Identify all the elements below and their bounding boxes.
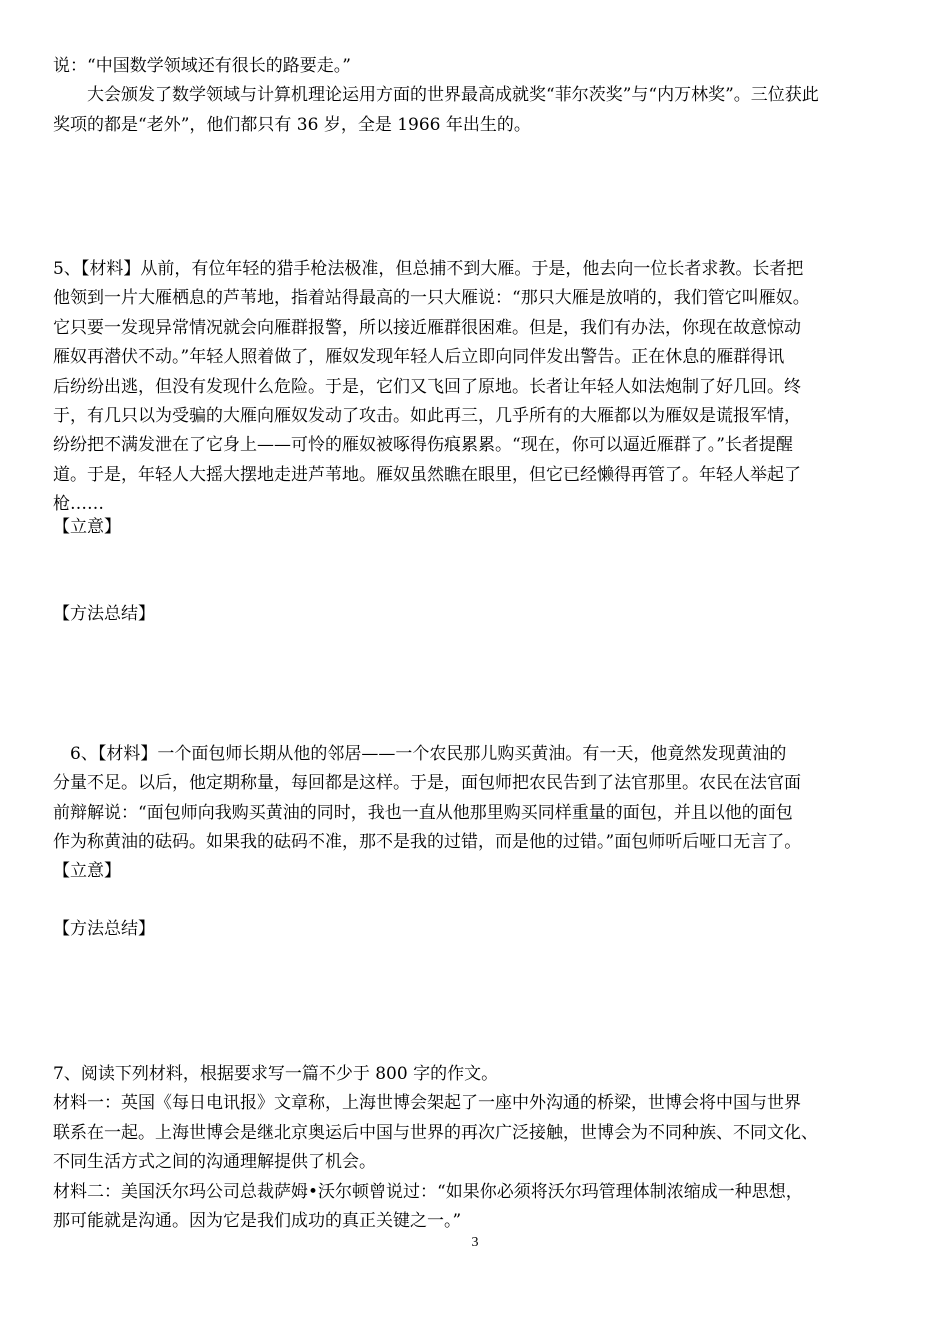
text-line: 联系在一起。上海世博会是继北京奥运后中国与世界的再次广泛接触，世博会为不同种族、不同文化、 xyxy=(53,1122,818,1143)
text-line: 他领到一片大雁栖息的芦苇地，指着站得最高的一只大雁说：“那只大雁是放哨的，我们管它叫雁奴。 xyxy=(53,288,810,309)
text-line: 作为称黄油的砝码。如果我的砝码不准，那不是我的过错，而是他的过错。”面包师听后哑口无言了。 xyxy=(53,832,802,853)
text-line: 前辩解说：“面包师向我购买黄油的同时，我也一直从他那里购买同样重量的面包，并且以他的面包 xyxy=(53,802,793,823)
text-line: 材料二：美国沃尔玛公司总裁萨姆•沃尔顿曾说过：“如果你必须将沃尔玛管理体制浓缩成一种思想， xyxy=(53,1181,803,1202)
text-line: 后纷纷出逃，但没有发现什么危险。于是，它们又飞回了原地。长者让年轻人如法炮制了好几回。终 xyxy=(53,376,801,397)
question-6-material xyxy=(53,740,901,858)
question-7-prompt xyxy=(53,1060,901,1236)
q5-method-label: 【方法总结】 xyxy=(53,604,155,624)
text-line: 说：“中国数学领域还有很长的路要走。” xyxy=(53,56,351,76)
q6-intent-label: 【立意】 xyxy=(53,861,121,881)
text-line: 分量不足。以后，他定期称量，每回都是这样。于是，面包师把农民告到了法官那里。农民在法官面 xyxy=(53,773,801,794)
text-line: 道。于是，年轻人大摇大摆地走进芦苇地。雁奴虽然瞧在眼里，但它已经懒得再管了。年轻人举起了 xyxy=(53,464,801,485)
intro-paragraph xyxy=(53,52,901,140)
q5-intent-label: 【立意】 xyxy=(53,517,121,537)
text-line: 6、【材料】一个面包师长期从他的邻居——一个农民那儿购买黄油。有一天，他竟然发现黄油的 xyxy=(53,744,787,764)
text-line: 5、【材料】从前，有位年轻的猎手枪法极准，但总捕不到大雁。于是，他去向一位长者求教。长者把 xyxy=(53,259,804,279)
text-line: 材料一：英国《每日电讯报》文章称，上海世博会架起了一座中外沟通的桥梁，世博会将中国与世界 xyxy=(53,1093,801,1114)
text-line: 7、阅读下列材料，根据要求写一篇不少于 800 字的作文。 xyxy=(53,1064,499,1084)
text-line: 于，有几只以为受骗的大雁向雁奴发动了攻击。如此再三，几乎所有的大雁都以为雁奴是谎报军情， xyxy=(53,406,801,427)
q6-method-label: 【方法总结】 xyxy=(53,919,155,939)
text-line: 大会颁发了数学领域与计算机理论运用方面的世界最高成就奖“菲尔茨奖”与“内万林奖”。三位获此 xyxy=(53,85,819,106)
text-line: 不同生活方式之间的沟通理解提供了机会。 xyxy=(53,1152,376,1173)
text-line: 它只要一发现异常情况就会向雁群报警，所以接近雁群很困难。但是，我们有办法，你现在故意惊动 xyxy=(53,317,801,338)
text-line: 枪…… xyxy=(53,494,104,515)
page-number: 3 xyxy=(471,1235,479,1250)
text-line: 那可能就是沟通。因为它是我们成功的真正关键之一。” xyxy=(53,1211,462,1232)
text-line: 奖项的都是“老外”，他们都只有 36 岁，全是 1966 年出生的。 xyxy=(53,114,531,135)
text-line: 纷纷把不满发泄在了它身上——可怜的雁奴被啄得伤痕累累。“现在，你可以逼近雁群了。”长者提醒 xyxy=(53,435,793,456)
text-line: 雁奴再潜伏不动。”年轻人照着做了，雁奴发现年轻人后立即向同伴发出警告。正在休息的雁群得讯 xyxy=(53,347,785,368)
question-5-material xyxy=(53,255,901,520)
